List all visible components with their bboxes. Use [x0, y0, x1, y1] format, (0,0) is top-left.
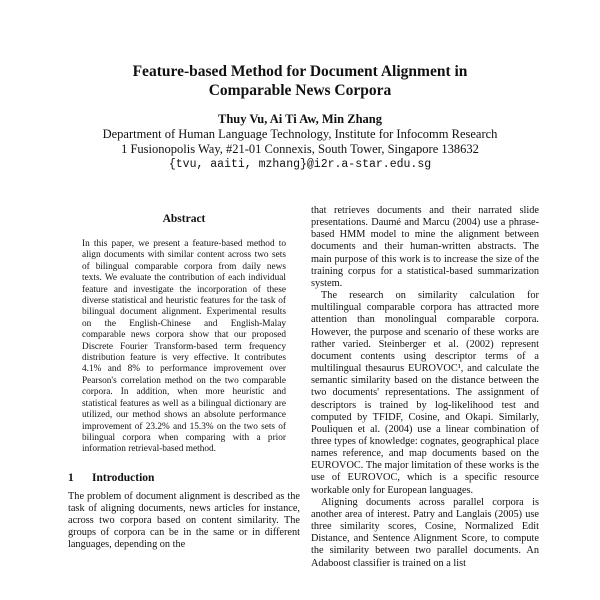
affiliation-line-2: 1 Fusionopolis Way, #21-01 Connexis, South Tower, Singapore 138632 [121, 142, 479, 156]
title-line-2: Comparable News Corpora [208, 82, 392, 99]
right-paragraph-1: that retrieves documents and their narrated slide presentations. Daumé and Marcu (2004) use a phrase-based HMM model to mine the alignment between documents and their human-written abstracts. The main purpose of this work is to increase the size of the training corpus for a statistical-based summarization system. [311, 205, 539, 289]
paper-title [100, 62, 500, 100]
left-column [68, 212, 300, 552]
author-list: Thuy Vu, Ai Ti Aw, Min Zhang [218, 112, 382, 126]
title-line-1: Feature-based Method for Document Alignment in [132, 63, 468, 80]
section-heading-introduction [68, 471, 300, 485]
section-title: Introduction [92, 471, 155, 484]
right-paragraph-2: The research on similarity calculation for multilingual comparable corpora has attracted more attention than monolingual comparable corpora. However, the purpose and scenario of these works are rather varied. Steinberger et al. (2002) represent document contents using descriptor terms of a multilingual thesaurus EUROVOC¹, and calculate the semantic similarity based on the distance between the two documents' representations. The assignment of descriptors is trained by log-likelihood test and computed by TFIDF, Cosine, and Okapi. Similarly, Pouliquen et al. (2004) use a linear combination of three types of knowledge: cognates, geographical place names reference, and map documents based on the EUROVOC. The major limitation of these works is the use of EUROVOC, which is a specific resource workable only for European languages. [311, 290, 539, 496]
right-column [311, 205, 539, 570]
right-paragraph-3: Aligning documents across parallel corpora is another area of interest. Patry and Langlais (2005) use three similarity scores, Cosine, Normalized Edit Distance, and Sentence Alignment Score, to compute the similarity between two parallel documents. An Adaboost classifier is trained on a list [311, 496, 539, 569]
section-number: 1 [68, 471, 74, 484]
introduction-paragraph: The problem of document alignment is described as the task of aligning documents, news articles for instance, across two corpora based on content similarity. The groups of corpora can be in the same or in different languages, depending on the [68, 490, 300, 551]
affiliation [60, 127, 540, 172]
abstract-heading: Abstract [162, 213, 206, 225]
abstract-text: In this paper, we present a feature-based method to align documents with similar content across two sets of bilingual comparable corpora from daily news texts. We evaluate the contribution of each individual feature and investigate the incorporation of these diverse statistical and heuristic features for the task of bilingual document alignment. Experimental results on the English-Chinese and English-Malay comparable news corpora show that our proposed Discrete Fourier Transform-based term frequency distribution feature is very effective. It contributes 4.1% and 8% to performance improvement over Pearson's correlation method on the two comparable corpora. In addition, when more heuristic and statistical features as well as a bilingual dictionary are utilized, our method shows an absolute performance improvement of 23.2% and 15.3% on the two sets of bilingual corpora when comparing with a prior information retrieval-based method. [82, 239, 286, 455]
author-email: {tvu, aaiti, mzhang}@i2r.a-star.edu.sg [168, 158, 432, 171]
affiliation-line-1: Department of Human Language Technology, Institute for Infocomm Research [102, 127, 498, 141]
